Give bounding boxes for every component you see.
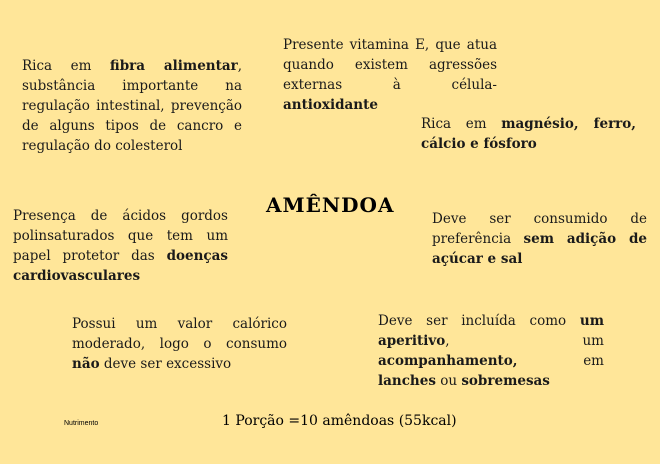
portion-text: 1 Porção =10 amêndoas (55kcal) <box>222 413 457 429</box>
fats-text-1: Presença de ácidos gordos polinsaturados que tem um papel protetor das <box>13 208 228 264</box>
calories-text-2: deve ser excessivo <box>99 356 232 372</box>
snack-text-3: em <box>517 353 604 369</box>
snack-bold-2: acompanhamento, <box>378 353 518 369</box>
fiber-block <box>22 56 242 156</box>
snack-bold-4: sobremesas <box>461 373 550 389</box>
vitamin-text-1: Presente vitamina E, que atua quando existem agressões externas à célula- <box>283 37 497 93</box>
snack-text-4: ou <box>435 373 462 389</box>
snack-bold-3: lanches <box>378 373 436 389</box>
snack-bold-1: um aperitivo <box>378 313 604 349</box>
minerals-text-1: Rica em <box>421 116 502 132</box>
minerals-block <box>421 114 636 154</box>
snack-text-1: Deve ser incluída como <box>378 313 580 329</box>
fiber-text-2: , substância importante na regulação intestinal, prevenção de alguns tipos de cancro e regulação do colesterol <box>22 58 242 154</box>
fiber-bold: fibra alimentar <box>109 58 238 74</box>
sugar-block <box>432 209 647 269</box>
sugar-text-1: Deve ser consumido de preferência <box>432 211 647 247</box>
snack-text-2: , um <box>445 333 604 349</box>
snack-block <box>378 311 604 391</box>
fats-bold: doenças cardiovasculares <box>13 248 228 284</box>
vitamin-bold: antioxidante <box>283 97 378 113</box>
calories-text-1: Possui um valor calórico moderado, logo o consumo <box>72 316 287 352</box>
fats-block <box>13 206 228 286</box>
page-title: AMÊNDOA <box>266 193 395 217</box>
footer-label: Nutrimento <box>64 420 99 427</box>
vitamin-block <box>283 35 497 115</box>
sugar-bold: sem adição de açúcar e sal <box>432 231 647 267</box>
minerals-bold: magnésio, ferro, cálcio e fósforo <box>421 116 636 152</box>
fiber-text-1: Rica em <box>22 58 110 74</box>
calories-bold: não <box>72 356 100 372</box>
calories-block <box>72 314 287 374</box>
